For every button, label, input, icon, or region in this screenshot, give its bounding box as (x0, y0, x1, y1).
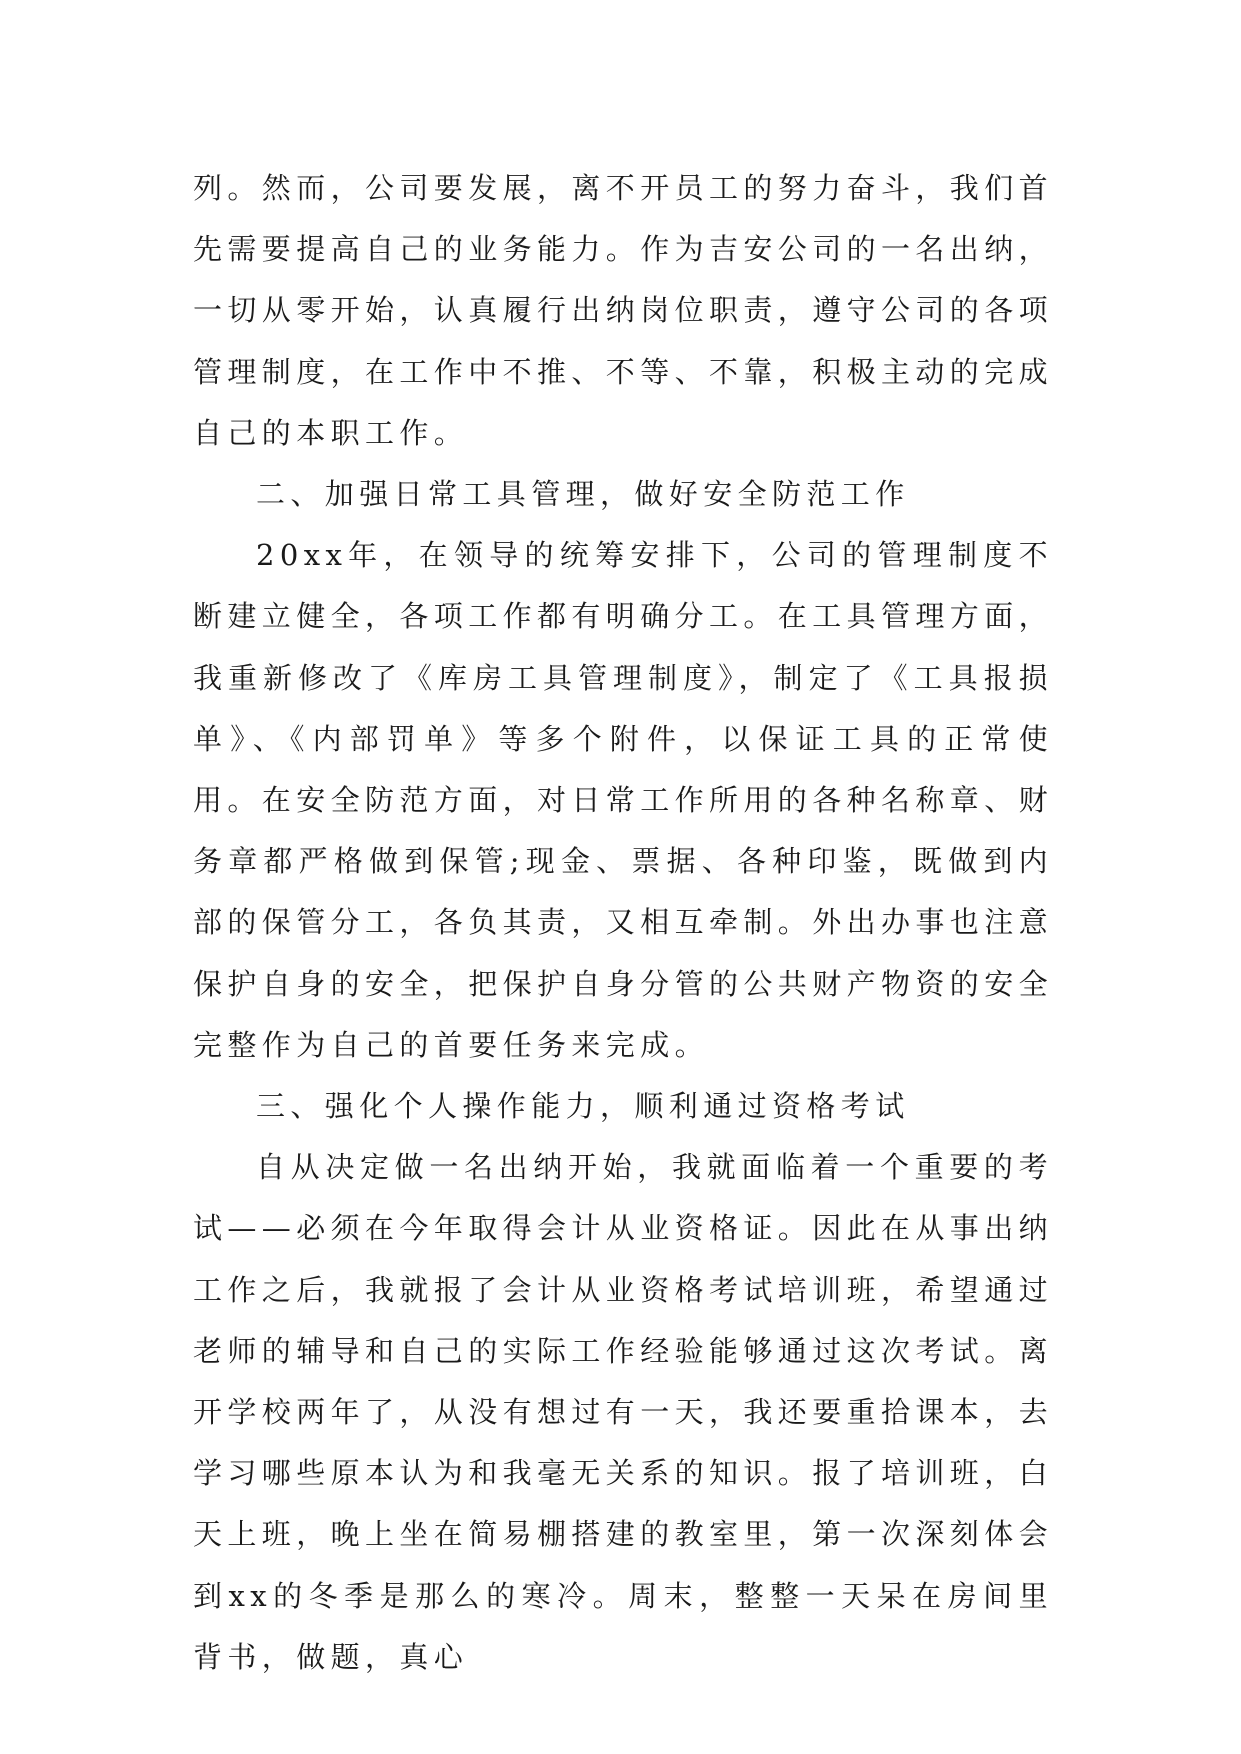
section-heading-2: 二、加强日常工具管理，做好安全防范工作 (256, 477, 910, 512)
paragraph-qualification-exam: 自从决定做一名出纳开始，我就面临着一个重要的考试——必须在今年取得会计从业资格证。因此在从事出纳工作之后，我就报了会计从业资格考试培训班，希望通过老师的辅导和自己的实际工作经验能够通过这次考试。离开学校两年了，从没有想过有一天，我还要重拾课本，去学习哪些原本认为和我毫无关系的知识。报了培训班，白天上班，晚上坐在简易棚搭建的教室里，第一次深刻体会到xx的冬季是那么的寒冷。周末，整整一天呆在房间里背书，做题，真心 (193, 1150, 1054, 1674)
paragraph-tool-management: 20xx年，在领导的统筹安排下，公司的管理制度不断建立健全，各项工作都有明确分工。在工具管理方面，我重新修改了《库房工具管理制度》，制定了《工具报损单》、《内部罚单》等多个附件，以保证工具的正常使用。在安全防范方面，对日常工作所用的各种名称章、财务章都严格做到保管;现金、票据、各种印鉴，既做到内部的保管分工，各负其责，又相互牵制。外出办事也注意保护自身的安全，把保护自身分管的公共财产物资的安全完整作为自己的首要任务来完成。 (193, 538, 1054, 1062)
section-heading-3: 三、强化个人操作能力，顺利通过资格考试 (256, 1089, 910, 1124)
document-body (193, 158, 1053, 1688)
paragraph-continuation: 列。然而，公司要发展，离不开员工的努力奋斗，我们首先需要提高自己的业务能力。作为吉安公司的一名出纳，一切从零开始，认真履行出纳岗位职责，遵守公司的各项管理制度，在工作中不推、不等、不靠，积极主动的完成自己的本职工作。 (193, 171, 1054, 450)
